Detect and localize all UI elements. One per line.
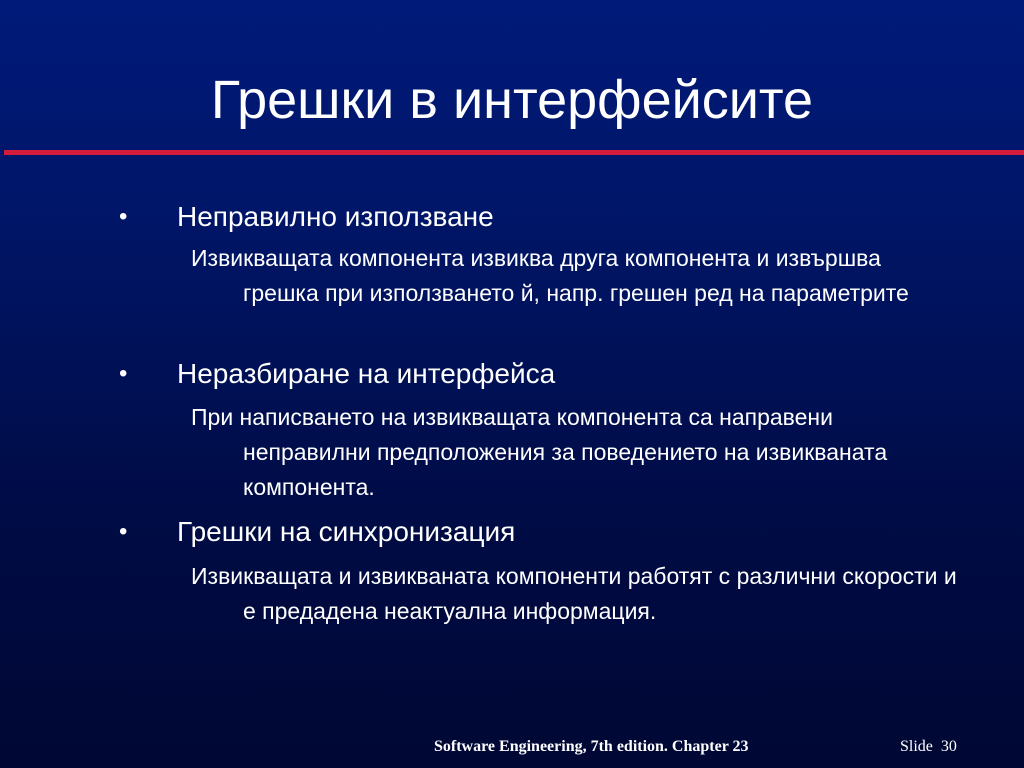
bullet-item xyxy=(0,354,1024,500)
slide-title: Грешки в интерфейсите xyxy=(210,70,814,130)
bullet-marker: • xyxy=(119,518,128,545)
footer-slide-number: Slide 30 xyxy=(900,738,957,755)
bullet-item xyxy=(0,512,1024,624)
bullet-detail: Извикващата и извикваната компоненти работят с различни скорости и е предадена неактуална информация. xyxy=(191,563,957,624)
title-divider xyxy=(4,150,1024,155)
bullet-heading: Грешки на синхронизация xyxy=(177,516,516,547)
bullet-marker: • xyxy=(119,360,128,387)
bullet-detail: При написването на извикващата компонента са направени неправилни предположения за поведението на извикваната компонента. xyxy=(191,404,888,500)
bullet-heading: Неразбиране на интерфейса xyxy=(177,358,556,389)
bullet-heading: Неправилно използване xyxy=(177,201,494,232)
bullet-marker: • xyxy=(119,203,128,230)
bullet-item xyxy=(0,197,1024,306)
footer-book-title: Software Engineering, 7th edition. Chapter 23 xyxy=(434,738,749,755)
bullet-detail: Извикващата компонента извиква друга компонента и извършва грешка при използването й, напр. грешен ред на параметрите xyxy=(191,245,909,306)
